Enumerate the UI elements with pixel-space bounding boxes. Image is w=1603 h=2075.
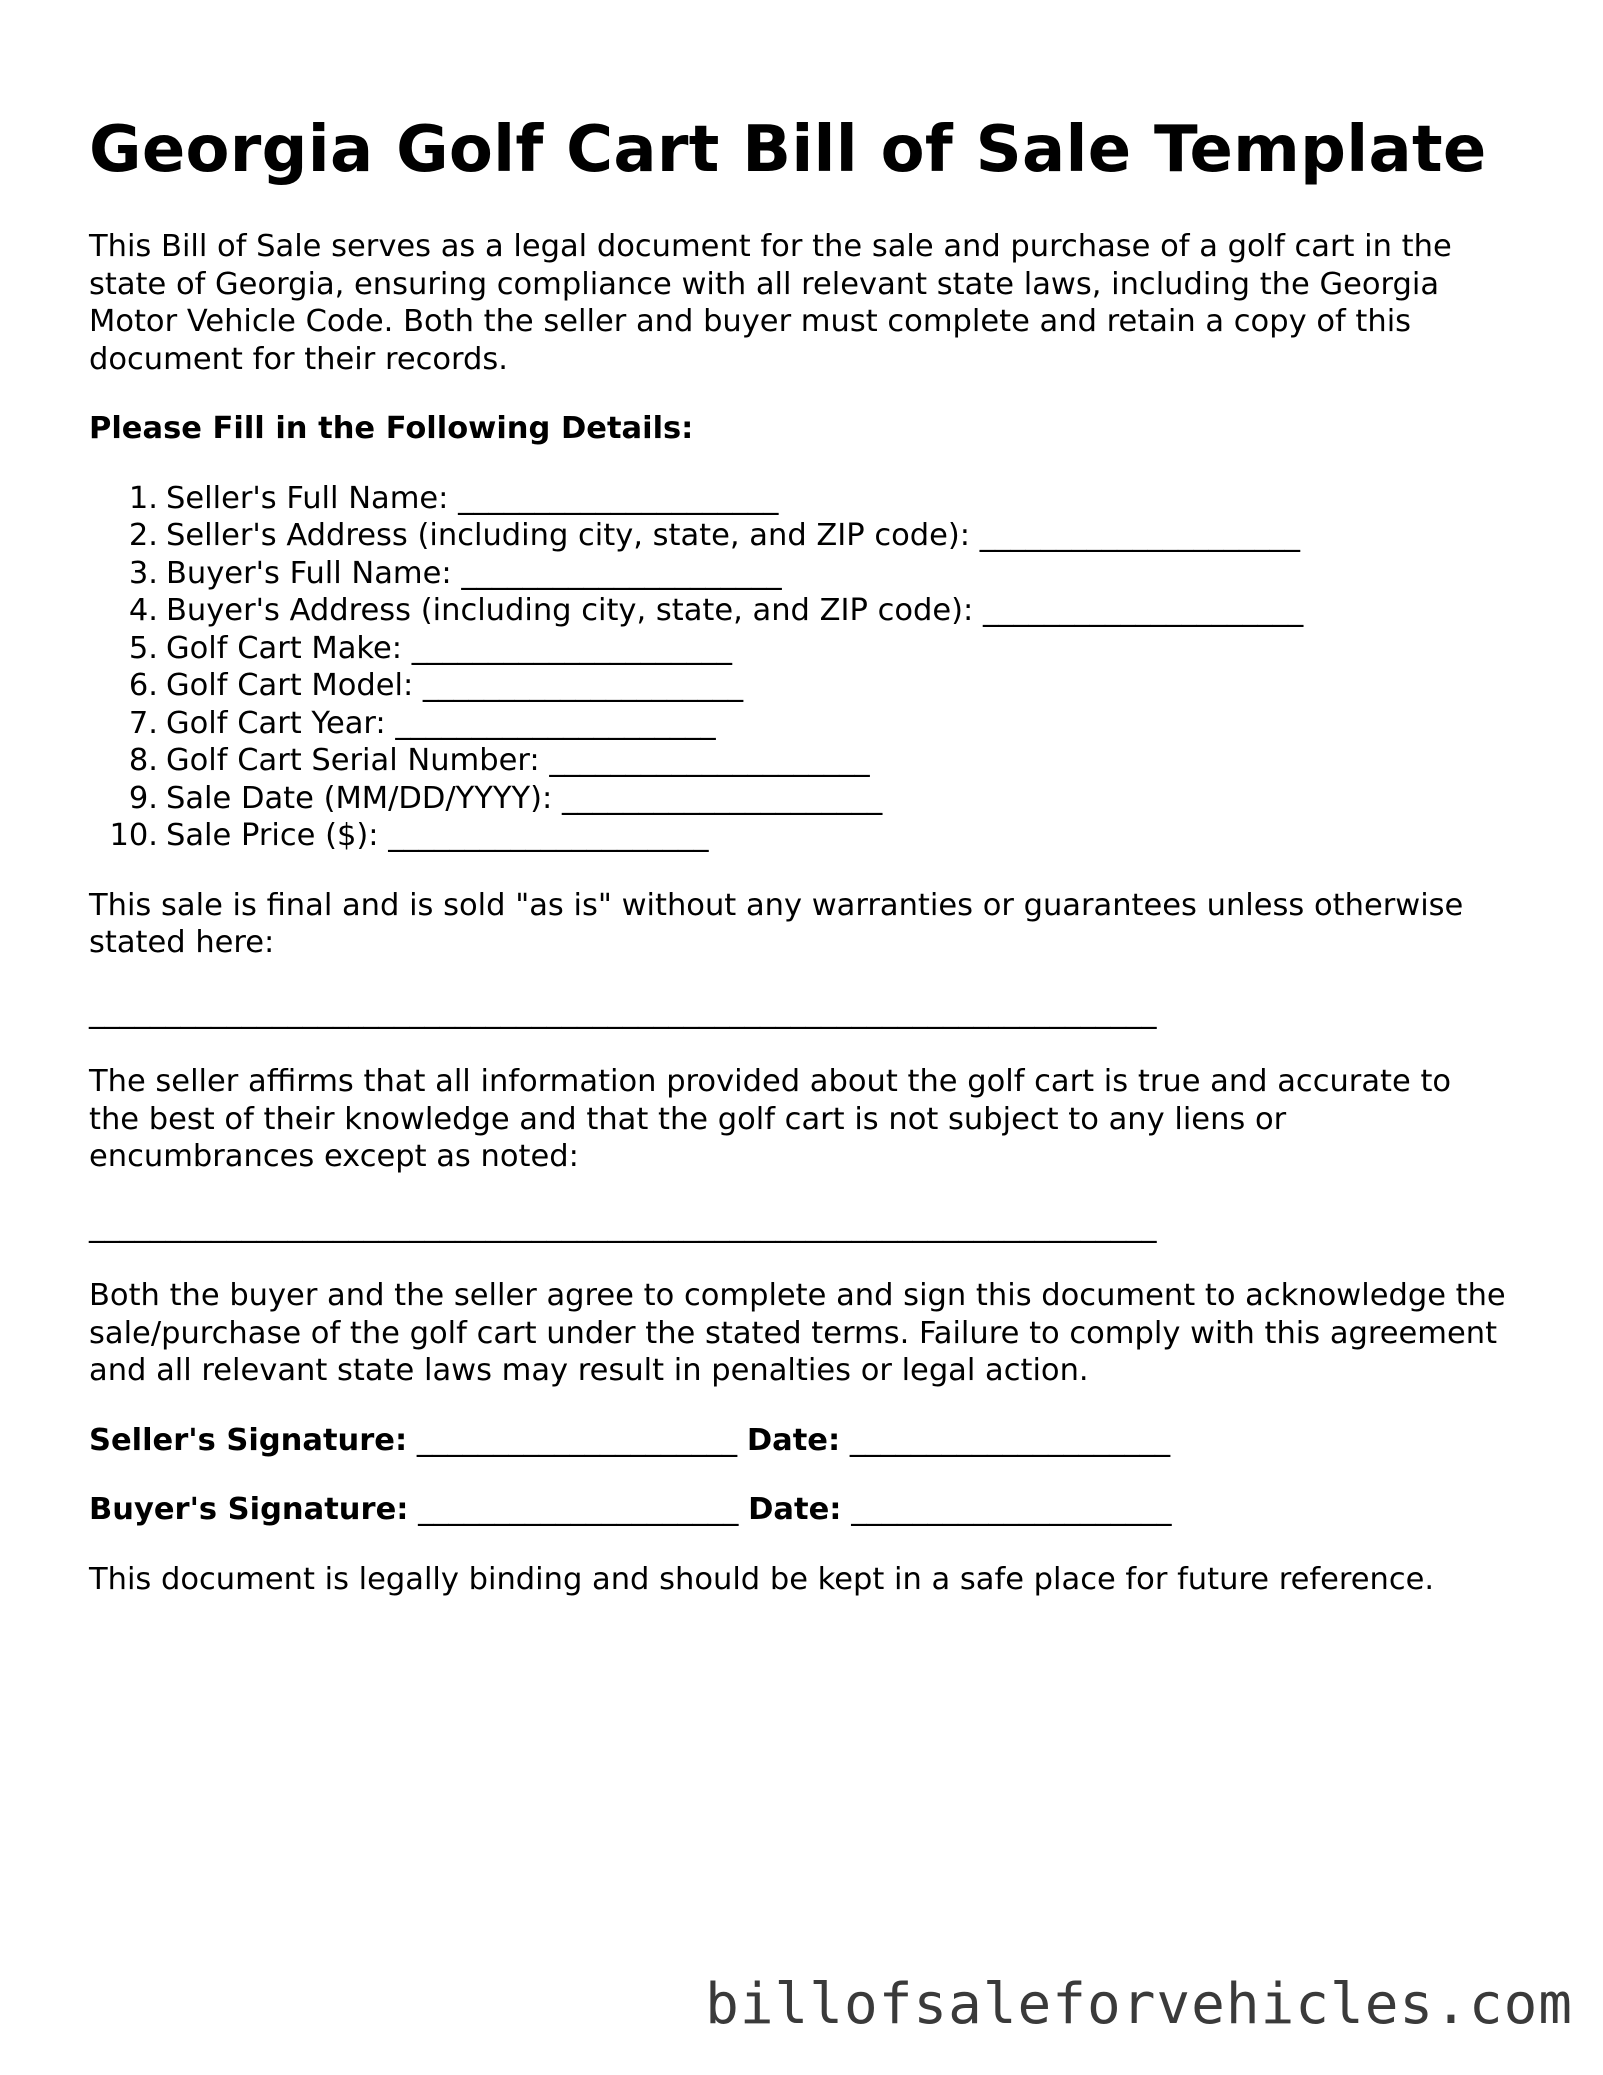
field-cart-year[interactable] [89, 705, 1509, 743]
field-label: Sale Date (MM/DD/YYYY): _____________________ [166, 780, 883, 816]
buyer-date-label: Date: [748, 1492, 842, 1527]
buyer-date-field[interactable]: _____________________ [851, 1492, 1172, 1527]
list-number: 3. [128, 555, 158, 591]
seller-signature-field[interactable]: _____________________ [416, 1422, 738, 1458]
intro-paragraph: This Bill of Sale serves as a legal document for the sale and purchase of a golf cart in the state of Georgia, ensuring compliance with all relevant state laws, including the Georgia Motor Vehicle Code. Both the seller and buyer must complete and retain a copy of this document for their records. [89, 229, 1452, 377]
site-watermark: billofsaleforvehicles.com [705, 1972, 1573, 2037]
seller-signature-row [89, 1422, 1509, 1460]
field-label: Golf Cart Make: _____________________ [166, 630, 732, 666]
details-list [89, 480, 1509, 855]
buyer-signature-row [89, 1491, 1509, 1529]
field-seller-address[interactable] [89, 517, 1509, 555]
list-number: 6. [128, 668, 158, 703]
as-is-paragraph: This sale is final and is sold "as is" without any warranties or guarantees unless otherwise stated here: [89, 887, 1464, 960]
field-sale-price[interactable] [89, 817, 1509, 855]
field-cart-model[interactable] [89, 667, 1509, 705]
closing-paragraph: This document is legally binding and should be kept in a safe place for future reference. [89, 1561, 1435, 1597]
field-label: Sale Price ($): _____________________ [166, 818, 709, 853]
document-page [89, 110, 1509, 1598]
list-number: 4. [128, 593, 158, 628]
affirm-paragraph: The seller affirms that all information provided about the golf cart is true and accurate to the best of their knowledge and that the golf cart is not subject to any liens or encumbrances except as noted: [89, 1064, 1452, 1174]
list-number: 8. [128, 743, 158, 778]
field-label: Golf Cart Serial Number: _____________________ [166, 743, 870, 778]
seller-date-field[interactable]: _____________________ [849, 1422, 1171, 1458]
page-title: Georgia Golf Cart Bill of Sale Template [89, 113, 1487, 187]
list-number: 5. [128, 630, 158, 666]
details-heading: Please Fill in the Following Details: [89, 411, 694, 446]
field-buyer-name[interactable] [89, 555, 1509, 593]
buyer-signature-field[interactable]: _____________________ [418, 1492, 739, 1527]
field-cart-serial[interactable] [89, 742, 1509, 780]
seller-date-label: Date: [746, 1422, 841, 1458]
warranty-blank-line[interactable]: ______________________________________________________________________ [89, 994, 1157, 1030]
liens-blank-line[interactable]: ______________________________________________________________________ [89, 1208, 1157, 1244]
field-label: Golf Cart Year: _____________________ [166, 705, 716, 741]
list-number: 9. [128, 780, 158, 816]
field-label: Seller's Full Name: _____________________ [166, 480, 779, 516]
field-buyer-address[interactable] [89, 592, 1509, 630]
buyer-signature-label: Buyer's Signature: [89, 1492, 409, 1527]
list-number: 7. [128, 705, 158, 741]
field-label: Buyer's Full Name: _____________________ [166, 555, 782, 591]
field-seller-name[interactable] [89, 480, 1509, 518]
list-number: 10. [109, 818, 158, 853]
field-label: Buyer's Address (including city, state, and ZIP code): _____________________ [166, 593, 1304, 628]
field-label: Seller's Address (including city, state, and ZIP code): _____________________ [166, 518, 1301, 553]
seller-signature-label: Seller's Signature: [89, 1422, 408, 1458]
list-number: 1. [128, 480, 158, 516]
field-label: Golf Cart Model: _____________________ [166, 668, 744, 703]
list-number: 2. [128, 518, 158, 553]
field-sale-date[interactable] [89, 780, 1509, 818]
agreement-paragraph: Both the buyer and the seller agree to complete and sign this document to acknowledge the sale/purchase of the golf cart under the stated terms. Failure to comply with this agreement and all relevant state laws may result in penalties or legal action. [89, 1278, 1506, 1388]
field-cart-make[interactable] [89, 630, 1509, 668]
